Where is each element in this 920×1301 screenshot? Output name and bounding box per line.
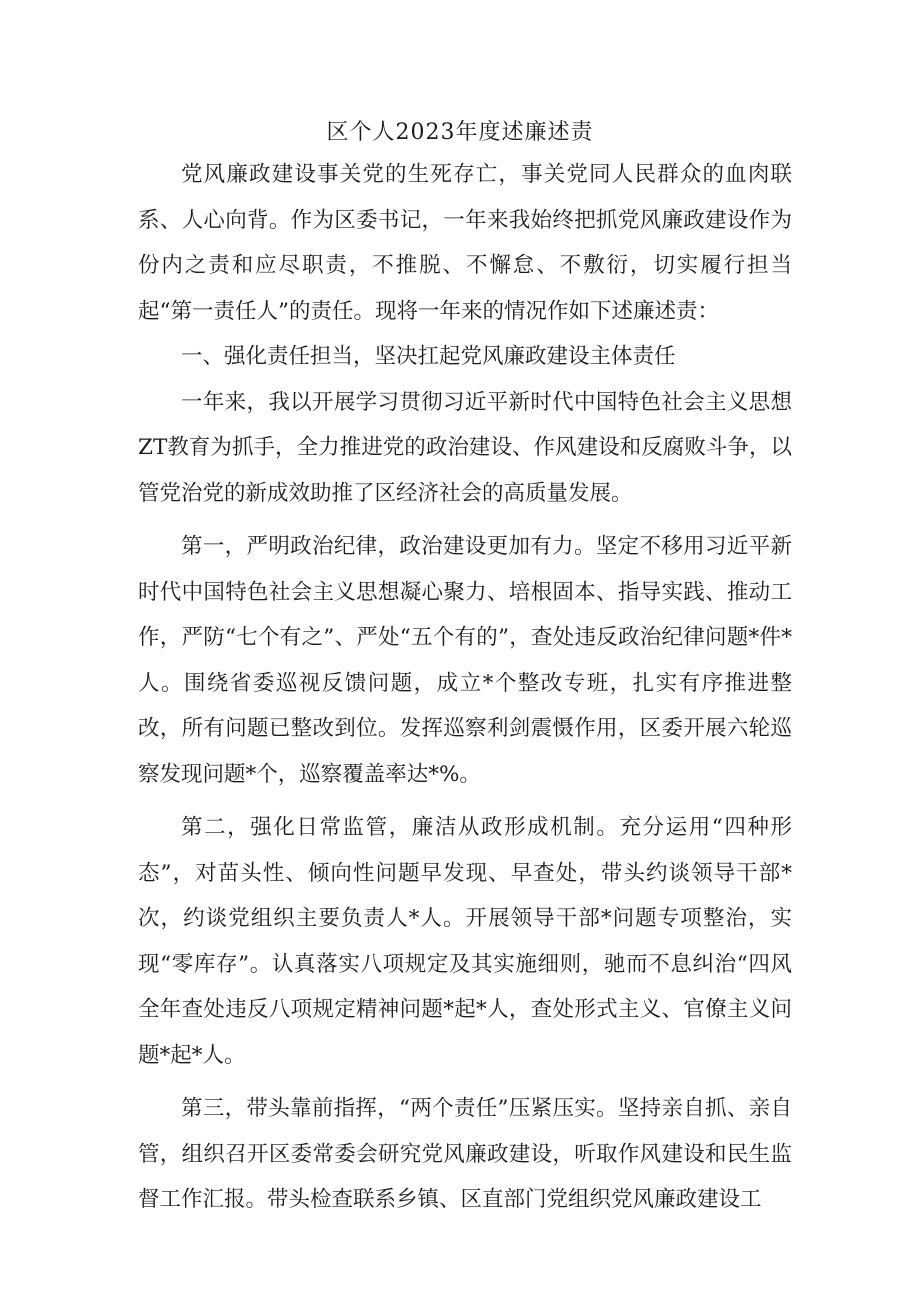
overview-paragraph: 一年来，我以开展学习贯彻习近平新时代中国特色社会主义思想ZT教育为抓手，全力推进党的政治建设、作风建设和反腐败斗争，以管党治党的新成效助推了区经济社会的高质量发展。 xyxy=(138,389,792,506)
document-title: 区个人2023年度述廉述责 xyxy=(326,120,594,145)
intro-paragraph: 党风廉政建设事关党的生死存亡，事关党同人民群众的血肉联系、人心向背。作为区委书记，一年来我始终把抓党风廉政建设作为份内之责和应尽职责，不推脱、不懈怠、不敷衍，切实履行担当起“第一责任人”的责任。现将一年来的情况作如下述廉述责： xyxy=(138,162,792,324)
paragraph-gap xyxy=(138,1078,792,1086)
section-heading: 一、强化责任担当，坚决扛起党风廉政建设主体责任 xyxy=(181,344,676,369)
point-two-paragraph: 第二，强化日常监管，廉洁从政形成机制。充分运用“四种形态”，对苗头性、倾向性问题早发现、早查处，带头约谈领导干部*次，约谈党组织主要负责人*人。开展领导干部*问题专项整治，实现“零库存”。认真落实八项规定及其实施细则，驰而不息纠治“四风全年查处违反八项规定精神问题*起*人，查处形式主义、官僚主义问题*起*人。 xyxy=(138,815,792,1068)
point-one-paragraph: 第一，严明政治纪律，政治建设更加有力。坚定不移用习近平新时代中国特色社会主义思想凝心聚力、培根固本、指导实践、推动工作，严防“七个有之”、严处“五个有的”，查处违反政治纪律问题*件*人。围绕省委巡视反馈问题，成立*个整改专班，扎实有序推进整改，所有问题已整改到位。发挥巡察利剑震慑作用，区委开展六轮巡察发现问题*个，巡察覆盖率达*%。 xyxy=(138,534,792,787)
paragraph-gap xyxy=(138,516,792,524)
paragraph-gap xyxy=(138,797,792,805)
document-body xyxy=(138,152,792,1223)
point-three-paragraph: 第三，带头靠前指挥，“两个责任”压紧压实。坚持亲自抓、亲自管，组织召开区委常委会研究党风廉政建设，听取作风建设和民生监督工作汇报。带头检查联系乡镇、区直部门党组织党风廉政建设工 xyxy=(138,1096,792,1212)
